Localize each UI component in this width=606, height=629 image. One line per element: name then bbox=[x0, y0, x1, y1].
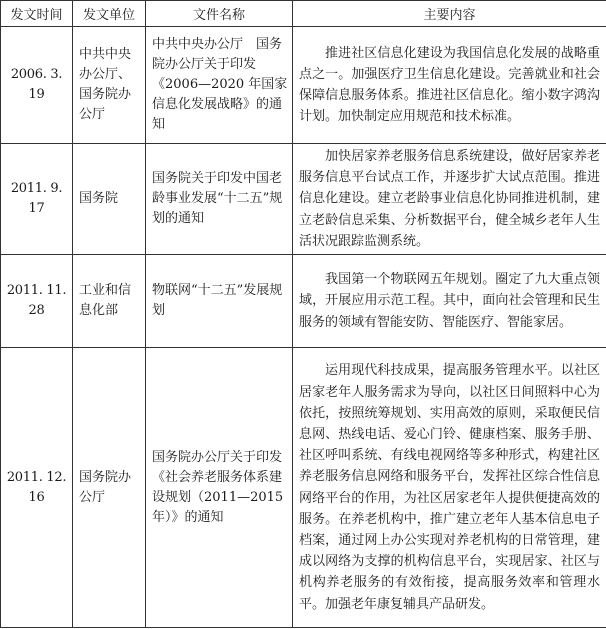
cell-content: 推进社区信息化建设为我国信息化发展的战略重点之一。加强医疗卫生信息化建设。完善就业和社会保障信息服务体系。推进社区信息化。缩小数字鸿沟计划。加快制定应用规范和技术标准。 bbox=[293, 27, 606, 144]
cell-content: 运用现代科技成果，提高服务管理水平。以社区居家老年人服务需求为导向，以社区日间照料中心为依托，按照统筹规划、实用高效的原则，采取便民信息网、热线电话、爱心门铃、健康档案、服务手册、社区呼叫系统、有线电视网络等多种形式，构建社区养老服务信息网络和服务平台，发挥社区综合性信息网络平台的作用，为社区居家老年人提供便捷高效的服务。在养老机构中，推广建立老年人基本信息电子档案，通过网上办公实现对养老机构的日常管理，建成以网络为支撑的机构信息平台，实现居家、社区与机构养老服务的有效衔接，提高服务效率和管理水平。加强老年康复辅具产品研发。 bbox=[293, 348, 606, 628]
cell-date: 2011. 9. 17 bbox=[1, 144, 73, 255]
table-row bbox=[1, 144, 606, 255]
cell-content: 我国第一个物联网五年规划。圈定了九大重点领域，开展应用示范工程。其中，面向社会管理和民生服务的领域有智能安防、智能医疗、智能家居。 bbox=[293, 255, 606, 348]
cell-unit: 国务院办公厅 bbox=[73, 348, 146, 628]
cell-date: 2011. 12. 16 bbox=[1, 348, 73, 628]
header-content: 主要内容 bbox=[293, 1, 606, 27]
cell-name: 物联网“十二五”发展规划 bbox=[146, 255, 293, 348]
table-row bbox=[1, 255, 606, 348]
header-name: 文件名称 bbox=[146, 1, 293, 27]
cell-name: 国务院办公厅关于印发《社会养老服务体系建设规划（2011—2015 年）》的通知 bbox=[146, 348, 293, 628]
header-date: 发文时间 bbox=[1, 1, 73, 27]
cell-unit: 国务院 bbox=[73, 144, 146, 255]
cell-unit: 工业和信息化部 bbox=[73, 255, 146, 348]
table-row bbox=[1, 348, 606, 628]
table-row bbox=[1, 27, 606, 144]
cell-date: 2006. 3. 19 bbox=[1, 27, 73, 144]
cell-unit: 中共中央办公厅、国务院办公厅 bbox=[73, 27, 146, 144]
cell-name: 中共中央办公厅 国务院办公厅关于印发《2006—2020 年国家信息化发展战略》的通知 bbox=[146, 27, 293, 144]
cell-name: 国务院关于印发中国老龄事业发展“十二五”规划的通知 bbox=[146, 144, 293, 255]
cell-content: 加快居家养老服务信息系统建设，做好居家养老服务信息平台试点工作，并逐步扩大试点范围。推进信息化建设。建立老龄事业信息化协同推进机制，建立老龄信息采集、分析数据平台，健全城乡老年人生活状况跟踪监测系统。 bbox=[293, 144, 606, 255]
header-unit: 发文单位 bbox=[73, 1, 146, 27]
cell-date: 2011. 11. 28 bbox=[1, 255, 73, 348]
header-row bbox=[1, 1, 606, 27]
